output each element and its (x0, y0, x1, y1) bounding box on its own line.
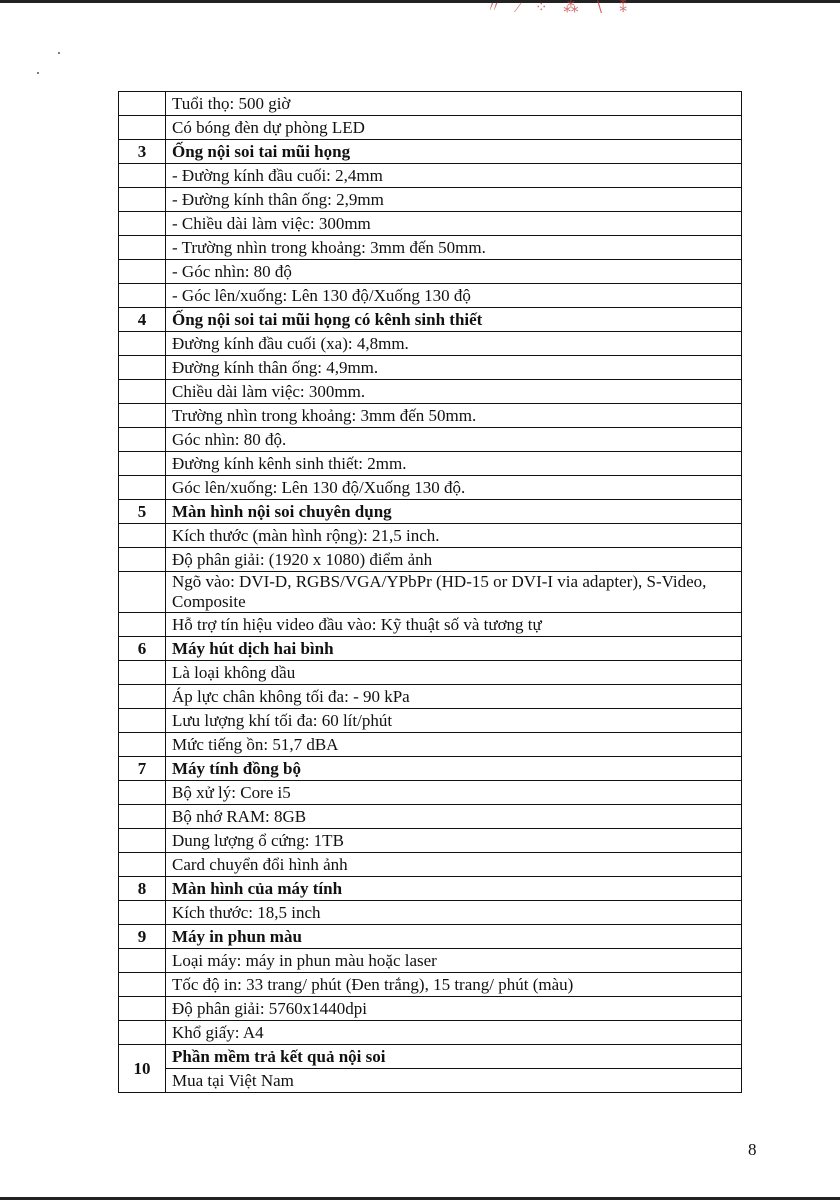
spec-text-cell: Góc lên/xuống: Lên 130 độ/Xuống 130 độ. (166, 476, 742, 500)
table-row (119, 116, 742, 140)
red-stamp-mark: 〃 ⁄ ⁘ ⁂ ∖ ⁑ (486, 0, 633, 16)
table-row (119, 260, 742, 284)
item-number-cell (119, 332, 166, 356)
section-heading-cell: Màn hình nội soi chuyên dụng (166, 500, 742, 524)
spec-text-cell: Khổ giấy: A4 (166, 1021, 742, 1045)
spec-text-cell: Là loại không dầu (166, 661, 742, 685)
table-row (119, 757, 742, 781)
table-row (119, 524, 742, 548)
spec-text-cell: - Đường kính đầu cuối: 2,4mm (166, 164, 742, 188)
table-row (119, 188, 742, 212)
spec-text-cell: Card chuyển đổi hình ảnh (166, 853, 742, 877)
item-number-cell: 7 (119, 757, 166, 781)
table-row (119, 973, 742, 997)
item-number-cell: 10 (119, 1045, 166, 1093)
item-number-cell (119, 949, 166, 973)
item-number-cell (119, 236, 166, 260)
spec-text-cell: Mua tại Việt Nam (166, 1069, 742, 1093)
table-row (119, 877, 742, 901)
spec-text-cell: Mức tiếng ồn: 51,7 dBA (166, 733, 742, 757)
item-number-cell (119, 428, 166, 452)
table-row (119, 1069, 742, 1093)
table-row (119, 997, 742, 1021)
table-row (119, 685, 742, 709)
item-number-cell (119, 997, 166, 1021)
section-heading-cell: Máy hút dịch hai bình (166, 637, 742, 661)
spec-text-cell: Ngõ vào: DVI-D, RGBS/VGA/YPbPr (HD-15 or DVI-I via adapter), S-Video, Composite (166, 572, 742, 613)
table-row (119, 949, 742, 973)
table-row (119, 1021, 742, 1045)
item-number-cell (119, 164, 166, 188)
spec-text-cell: Đường kính kênh sinh thiết: 2mm. (166, 452, 742, 476)
spec-text-cell: Bộ nhớ RAM: 8GB (166, 805, 742, 829)
section-heading-cell: Màn hình của máy tính (166, 877, 742, 901)
table-row (119, 164, 742, 188)
table-row (119, 805, 742, 829)
spec-text-cell: Tuổi thọ: 500 giờ (166, 92, 742, 116)
spec-text-cell: - Góc nhìn: 80 độ (166, 260, 742, 284)
table-row (119, 92, 742, 116)
scan-speck (37, 72, 39, 74)
item-number-cell: 5 (119, 500, 166, 524)
spec-text-cell: Loại máy: máy in phun màu hoặc laser (166, 949, 742, 973)
item-number-cell (119, 188, 166, 212)
item-number-cell (119, 805, 166, 829)
section-heading-cell: Phần mềm trả kết quả nội soi (166, 1045, 742, 1069)
table-row (119, 284, 742, 308)
table-row (119, 661, 742, 685)
table-row (119, 572, 742, 613)
item-number-cell (119, 212, 166, 236)
item-number-cell: 8 (119, 877, 166, 901)
spec-text-cell: Bộ xử lý: Core i5 (166, 781, 742, 805)
item-number-cell (119, 733, 166, 757)
item-number-cell (119, 284, 166, 308)
item-number-cell (119, 116, 166, 140)
item-number-cell: 6 (119, 637, 166, 661)
item-number-cell (119, 661, 166, 685)
spec-text-cell: Độ phân giải: 5760x1440dpi (166, 997, 742, 1021)
item-number-cell: 9 (119, 925, 166, 949)
item-number-cell (119, 356, 166, 380)
item-number-cell (119, 613, 166, 637)
item-number-cell (119, 853, 166, 877)
item-number-cell (119, 829, 166, 853)
table-row (119, 733, 742, 757)
table-row (119, 380, 742, 404)
table-row (119, 308, 742, 332)
table-row (119, 452, 742, 476)
table-row (119, 140, 742, 164)
spec-text-cell: - Chiều dài làm việc: 300mm (166, 212, 742, 236)
table-row (119, 356, 742, 380)
spec-text-cell: Góc nhìn: 80 độ. (166, 428, 742, 452)
item-number-cell (119, 524, 166, 548)
spec-text-cell: Tốc độ in: 33 trang/ phút (Đen trắng), 15 trang/ phút (màu) (166, 973, 742, 997)
spec-text-cell: Độ phân giải: (1920 x 1080) điểm ảnh (166, 548, 742, 572)
table-row (119, 781, 742, 805)
spec-text-cell: Dung lượng ổ cứng: 1TB (166, 829, 742, 853)
section-heading-cell: Máy tính đồng bộ (166, 757, 742, 781)
item-number-cell (119, 709, 166, 733)
item-number-cell (119, 260, 166, 284)
item-number-cell (119, 901, 166, 925)
item-number-cell (119, 92, 166, 116)
scan-speck (58, 52, 60, 54)
table-row (119, 212, 742, 236)
table-row (119, 613, 742, 637)
item-number-cell: 3 (119, 140, 166, 164)
spec-text-cell: - Đường kính thân ống: 2,9mm (166, 188, 742, 212)
spec-text-cell: Hỗ trợ tín hiệu video đầu vào: Kỹ thuật số và tương tự (166, 613, 742, 637)
spec-text-cell: Đường kính thân ống: 4,9mm. (166, 356, 742, 380)
item-number-cell (119, 781, 166, 805)
item-number-cell (119, 380, 166, 404)
spec-text-cell: - Trường nhìn trong khoảng: 3mm đến 50mm. (166, 236, 742, 260)
section-heading-cell: Ống nội soi tai mũi họng (166, 140, 742, 164)
spec-text-cell: Lưu lượng khí tối đa: 60 lít/phút (166, 709, 742, 733)
page-number: 8 (748, 1140, 757, 1159)
table-row (119, 637, 742, 661)
item-number-cell (119, 548, 166, 572)
table-row (119, 236, 742, 260)
table-row (119, 404, 742, 428)
spec-text-cell: Kích thước (màn hình rộng): 21,5 inch. (166, 524, 742, 548)
specification-table (118, 91, 742, 1093)
spec-text-cell: Đường kính đầu cuối (xa): 4,8mm. (166, 332, 742, 356)
table-row (119, 548, 742, 572)
table-row (119, 925, 742, 949)
spec-text-cell: Kích thước: 18,5 inch (166, 901, 742, 925)
table-row (119, 901, 742, 925)
table-row (119, 829, 742, 853)
item-number-cell (119, 1021, 166, 1045)
item-number-cell: 4 (119, 308, 166, 332)
item-number-cell (119, 476, 166, 500)
spec-text-cell: Trường nhìn trong khoảng: 3mm đến 50mm. (166, 404, 742, 428)
spec-text-cell: - Góc lên/xuống: Lên 130 độ/Xuống 130 độ (166, 284, 742, 308)
table-row (119, 853, 742, 877)
top-border-line (0, 0, 840, 3)
table-row (119, 500, 742, 524)
table-row (119, 476, 742, 500)
item-number-cell (119, 572, 166, 613)
item-number-cell (119, 685, 166, 709)
item-number-cell (119, 973, 166, 997)
table-row (119, 709, 742, 733)
table-row (119, 428, 742, 452)
item-number-cell (119, 404, 166, 428)
section-heading-cell: Máy in phun màu (166, 925, 742, 949)
table-row (119, 332, 742, 356)
spec-text-cell: Chiều dài làm việc: 300mm. (166, 380, 742, 404)
table-row (119, 1045, 742, 1069)
spec-text-cell: Áp lực chân không tối đa: - 90 kPa (166, 685, 742, 709)
section-heading-cell: Ống nội soi tai mũi họng có kênh sinh thiết (166, 308, 742, 332)
item-number-cell (119, 452, 166, 476)
spec-text-cell: Có bóng đèn dự phòng LED (166, 116, 742, 140)
